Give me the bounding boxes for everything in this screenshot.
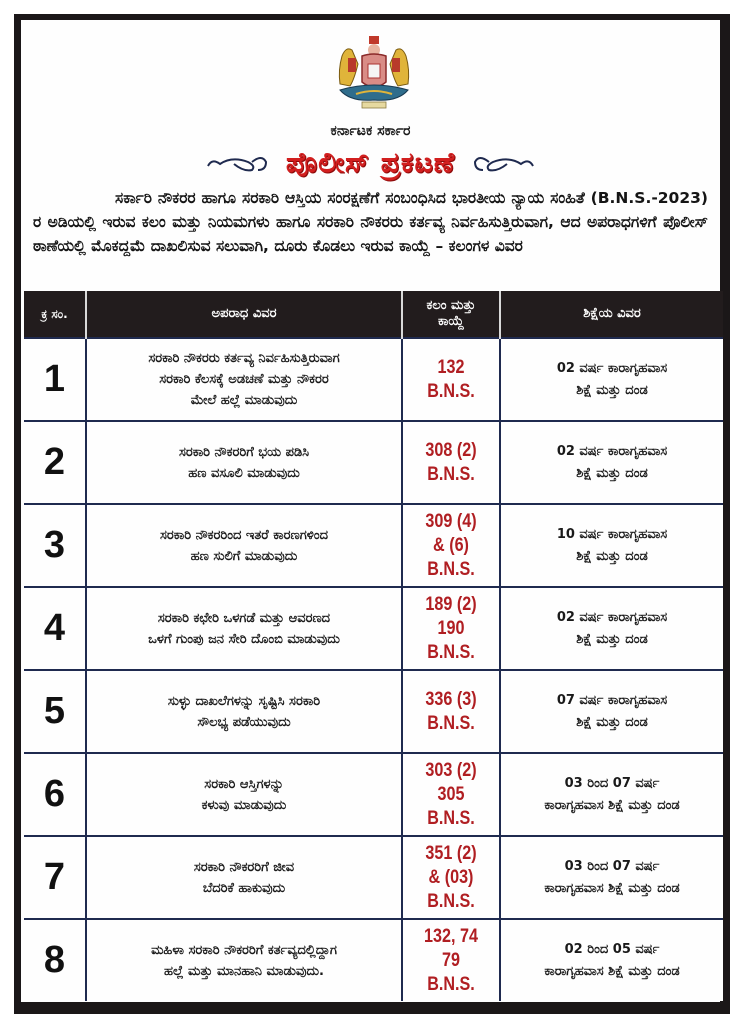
offence-description [87,691,401,733]
state-government-label: ಕರ್ನಾಟಕ ಸರ್ಕಾರ [330,123,411,139]
punishment-description [501,773,723,817]
table-row [24,836,723,919]
text-line: B.N.S. [427,641,475,663]
text-line: ಕಾರಾಗೃಹವಾಸ ಶಿಕ್ಷೆ ಮತ್ತು ದಂಡ [544,797,680,813]
text-line: 03 ರಿಂದ 07 ವರ್ಷ [564,775,660,791]
notice-intro-paragraph [33,186,708,258]
offence-cell [86,836,402,919]
text-line: & (6) [433,534,469,556]
police-notice-poster [14,14,730,1014]
section-cell [402,919,500,1001]
serial-number: 3 [43,524,66,566]
text-line: ಸರಕಾರಿ ಕಛೇರಿ ಒಳಗಡೆ ಮತ್ತು ಆವರಣದ [157,610,331,626]
text-line: ಶಿಕ್ಷೆ ಮತ್ತು ದಂಡ [576,631,648,647]
section-cell [402,504,500,587]
bns-section [410,439,492,487]
section-cell [402,753,500,836]
bns-section [410,688,492,736]
offence-cell [86,338,402,421]
offence-cell [86,753,402,836]
serial-cell [24,338,86,421]
text-line: 308 (2) [425,439,477,461]
serial-number: 7 [43,856,66,898]
section-cell [402,587,500,670]
section-cell [402,836,500,919]
table-row [24,504,723,587]
table-row [24,421,723,504]
text-line: 132, 74 [424,925,478,947]
text-line: ಶಿಕ್ಷೆ ಮತ್ತು ದಂಡ [576,465,648,481]
text-line: 03 ರಿಂದ 07 ವರ್ಷ [564,858,660,874]
bns-section [410,510,492,582]
punishment-cell [500,587,723,670]
text-line: B.N.S. [427,380,475,402]
text-line: ಶಿಕ್ಷೆ ಮತ್ತು ದಂಡ [576,382,648,398]
text-line: ಕಳುವು ಮಾಡುವುದು [201,797,287,813]
notice-title: ಪೊಲೀಸ್ ಪ್ರಕಟಣೆ [285,146,456,179]
serial-number: 5 [43,690,66,732]
text-line: 10 ವರ್ಷ ಕಾರಾಗೃಹವಾಸ [556,526,668,542]
serial-cell [24,670,86,753]
text-line: B.N.S. [427,890,475,912]
title-row [21,142,720,184]
karnataka-state-emblem-icon [332,34,416,114]
bns-section [410,842,492,914]
punishment-cell [500,421,723,504]
intro-text: ಸರ್ಕಾರಿ ನೌಕರರ ಹಾಗೂ ಸರಕಾರಿ ಆಸ್ತಿಯ ಸಂರಕ್ಷಣೆಗೆ ಸಂಬಂಧಿಸಿದ ಭಾರತೀಯ ನ್ಯಾಯ ಸಂಹಿತೆ (B.N.S.-2023) ರ ಅಡಿಯಲ್ಲಿ ಇರುವ ಕಲಂ ಮತ್ತು ನಿಯಮಗಳು ಹಾಗೂ ಸರಕಾರಿ ನೌಕರರು ಕರ್ತವ್ಯ ನಿರ್ವಹಿಸುತ್ತಿರುವಾಗ, ಆದ ಅಪರಾಧಗಳಿಗೆ ಪೊಲೀಸ್ ಠಾಣೆಯಲ್ಲಿ ಮೊಕದ್ದಮೆ ದಾಖಲಿಸುವ ಸಲುವಾಗಿ, ದೂರು ಕೊಡಲು ಇರುವ ಕಾಯ್ದೆ – ಕಲಂಗಳ ವಿವರ [33,189,708,255]
text-line: ಸರಕಾರಿ ಆಸ್ತಿಗಳನ್ನು [204,776,284,792]
text-line: ಕಾರಾಗೃಹವಾಸ ಶಿಕ್ಷೆ ಮತ್ತು ದಂಡ [544,880,680,896]
flourish-ornament-icon [204,152,274,174]
serial-number: 2 [43,441,66,483]
text-line: ಸುಳ್ಳು ದಾಖಲೆಗಳನ್ನು ಸೃಷ್ಟಿಸಿ ಸರಕಾರಿ [167,693,321,709]
section-cell [402,338,500,421]
notice-header [21,20,720,292]
table-header-row [24,291,723,338]
text-line: 190 [437,617,465,639]
table-row [24,670,723,753]
text-line: 79 [442,949,460,971]
punishment-description [501,856,723,900]
text-line: ಹಣ ವಸೂಲಿ ಮಾಡುವುದು [188,465,300,481]
text-line: ಶಿಕ್ಷೆ ಮತ್ತು ದಂಡ [576,548,648,564]
offence-cell [86,587,402,670]
serial-cell [24,919,86,1001]
text-line: 305 [437,783,465,805]
punishment-description [501,524,723,568]
offence-description [87,525,401,567]
bns-section [410,593,492,665]
table-row [24,587,723,670]
punishment-cell [500,504,723,587]
text-line: 02 ವರ್ಷ ಕಾರಾಗೃಹವಾಸ [556,443,668,459]
text-line: 02 ರಿಂದ 05 ವರ್ಷ [564,941,660,957]
text-line: B.N.S. [427,973,475,995]
table-row [24,919,723,1001]
text-line: 02 ವರ್ಷ ಕಾರಾಗೃಹವಾಸ [556,360,668,376]
text-line: ಸರಕಾರಿ ನೌಕರರಿಂದ ಇತರೆ ಕಾರಣಗಳಿಂದ [159,527,329,543]
offence-description [87,774,401,816]
column-header-punishment: ಶಿಕ್ಷೆಯ ವಿವರ [500,291,723,338]
offence-description [87,940,401,982]
text-line: ಸರಕಾರಿ ನೌಕರರು ಕರ್ತವ್ಯ ನಿರ್ವಹಿಸುತ್ತಿರುವಾಗ [148,351,340,366]
offence-description [87,857,401,899]
serial-number: 8 [43,939,66,981]
offence-cell [86,504,402,587]
offence-table [24,291,723,1001]
text-line: 351 (2) [425,842,477,864]
punishment-cell [500,670,723,753]
text-line: B.N.S. [427,463,475,485]
offence-description [87,608,401,650]
text-line: ಮಹಿಳಾ ಸರಕಾರಿ ನೌಕರರಿಗೆ ಕರ್ತವ್ಯದಲ್ಲಿದ್ದಾಗ [151,942,337,958]
text-line: B.N.S. [427,712,475,734]
bns-section [410,925,492,997]
serial-cell [24,587,86,670]
column-header-offence: ಅಪರಾಧ ವಿವರ [86,291,402,338]
text-line: 303 (2) [425,759,477,781]
text-line: ಕಾರಾಗೃಹವಾಸ ಶಿಕ್ಷೆ ಮತ್ತು ದಂಡ [544,963,680,979]
punishment-description [501,939,723,983]
punishment-description [501,441,723,485]
text-line: ಸರಕಾರಿ ನೌಕರರಿಗೆ ಜೀವ [193,859,295,875]
flourish-ornament-icon [467,152,537,174]
text-line: ಶಿಕ್ಷೆ ಮತ್ತು ದಂಡ [576,714,648,730]
text-line: ಹಲ್ಲೆ ಮತ್ತು ಮಾನಹಾನಿ ಮಾಡುವುದು. [163,963,324,979]
offence-description [87,442,401,484]
text-line: B.N.S. [427,807,475,829]
column-header-section: ಕಲಂ ಮತ್ತು ಕಾಯ್ದೆ [402,291,500,338]
offence-description [87,348,401,411]
offence-cell [86,670,402,753]
column-header-serial: ಕ್ರ ಸಂ. [24,291,86,338]
serial-number: 4 [43,607,66,649]
text-line: ಬೆದರಿಕೆ ಹಾಕುವುದು [202,880,286,896]
serial-cell [24,504,86,587]
offence-cell [86,919,402,1001]
text-line: ಸರಕಾರಿ ಕೆಲಸಕ್ಕೆ ಅಡಚಣೆ ಮತ್ತು ನೌಕರರ [159,372,329,387]
punishment-description [501,690,723,734]
punishment-description [501,358,723,402]
text-line: ಸೌಲಭ್ಯ ಪಡೆಯುವುದು [197,714,291,730]
bns-section [410,356,492,404]
text-line: ಮೇಲೆ ಹಲ್ಲೆ ಮಾಡುವುದು [190,393,298,408]
text-line: ಸರಕಾರಿ ನೌಕರರಿಗೆ ಭಯ ಪಡಿಸಿ [178,444,310,460]
text-line: & (03) [428,866,474,888]
serial-number: 6 [43,773,66,815]
bns-section [410,759,492,831]
text-line: B.N.S. [427,558,475,580]
text-line: 07 ವರ್ಷ ಕಾರಾಗೃಹವಾಸ [556,692,668,708]
text-line: 132 [437,356,465,378]
punishment-cell [500,836,723,919]
serial-number: 1 [43,358,66,400]
punishment-cell [500,338,723,421]
serial-cell [24,753,86,836]
text-line: ಹಣ ಸುಲಿಗೆ ಮಾಡುವುದು [190,548,298,564]
serial-cell [24,836,86,919]
text-line: ಒಳಗೆ ಗುಂಪು ಜನ ಸೇರಿ ದೊಂಬಿ ಮಾಡುವುದು [148,631,340,647]
text-line: 309 (4) [425,510,477,532]
section-cell [402,670,500,753]
text-line: 336 (3) [425,688,477,710]
section-cell [402,421,500,504]
punishment-cell [500,919,723,1001]
punishment-cell [500,753,723,836]
table-row [24,338,723,421]
offence-cell [86,421,402,504]
table-row [24,753,723,836]
serial-cell [24,421,86,504]
text-line: 02 ವರ್ಷ ಕಾರಾಗೃಹವಾಸ [556,609,668,625]
text-line: 189 (2) [425,593,477,615]
punishment-description [501,607,723,651]
